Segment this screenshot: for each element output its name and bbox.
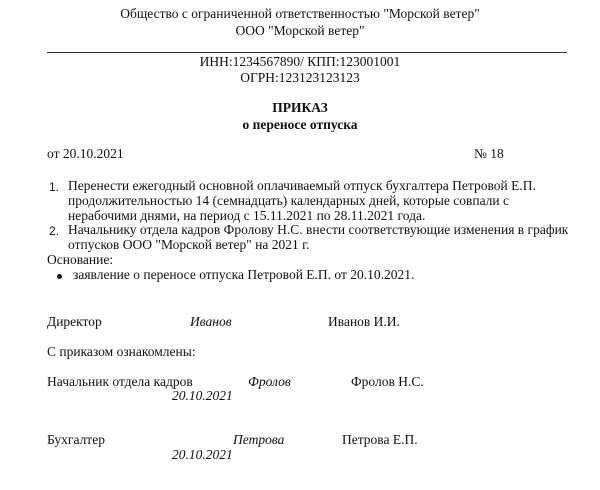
- ack-name: Фролов Н.С.: [351, 374, 424, 389]
- list-item-line: нерабочими днями, на период с 15.11.2021 по 28.11.2021 года.: [68, 208, 426, 223]
- org-full-name: Общество с ограниченной ответственностью "Морской ветер": [120, 6, 480, 21]
- order-title: ПРИКАЗ: [272, 100, 328, 115]
- inn-kpp: ИНН:1234567890/ КПП:123001001: [199, 54, 401, 69]
- header-divider: [47, 52, 567, 53]
- ack-name: Петрова Е.П.: [342, 432, 418, 447]
- ack-date: 20.10.2021: [172, 388, 233, 403]
- list-item-number: 2.: [49, 224, 60, 238]
- order-subtitle: о переносе отпуска: [242, 117, 358, 132]
- ack-signature: Фролов: [248, 374, 291, 389]
- list-item-number: 1.: [49, 180, 60, 194]
- order-date: от 20.10.2021: [47, 146, 124, 161]
- basis-label: Основание:: [47, 252, 114, 267]
- order-number: № 18: [474, 146, 504, 161]
- list-item-line: продолжительностью 14 (семнадцать) календарных дней, которые совпали с: [68, 193, 510, 208]
- ack-signature: Петрова: [233, 432, 285, 447]
- acknowledged-label: С приказом ознакомлены:: [47, 344, 196, 359]
- director-name: Иванов И.И.: [328, 314, 400, 329]
- ack-role: Бухгалтер: [47, 432, 105, 447]
- ogrn: ОГРН:123123123123: [240, 70, 360, 85]
- list-item-line: отпусков ООО "Морской ветер" на 2021 г.: [68, 237, 310, 252]
- bullet-icon: [57, 274, 62, 279]
- basis-text: заявление о переносе отпуска Петровой Е.П. от 20.10.2021.: [73, 267, 415, 282]
- list-item-line: Начальнику отдела кадров Фролову Н.С. внести соответствующие изменения в график: [68, 222, 569, 237]
- list-item-line: Перенести ежегодный основной оплачиваемый отпуск бухгалтера Петровой Е.П.: [68, 178, 536, 193]
- org-short-name: ООО "Морской ветер": [235, 23, 365, 38]
- ack-date: 20.10.2021: [172, 447, 233, 462]
- director-signature: Иванов: [190, 314, 232, 329]
- director-role: Директор: [47, 314, 102, 329]
- ack-role: Начальник отдела кадров: [47, 374, 193, 389]
